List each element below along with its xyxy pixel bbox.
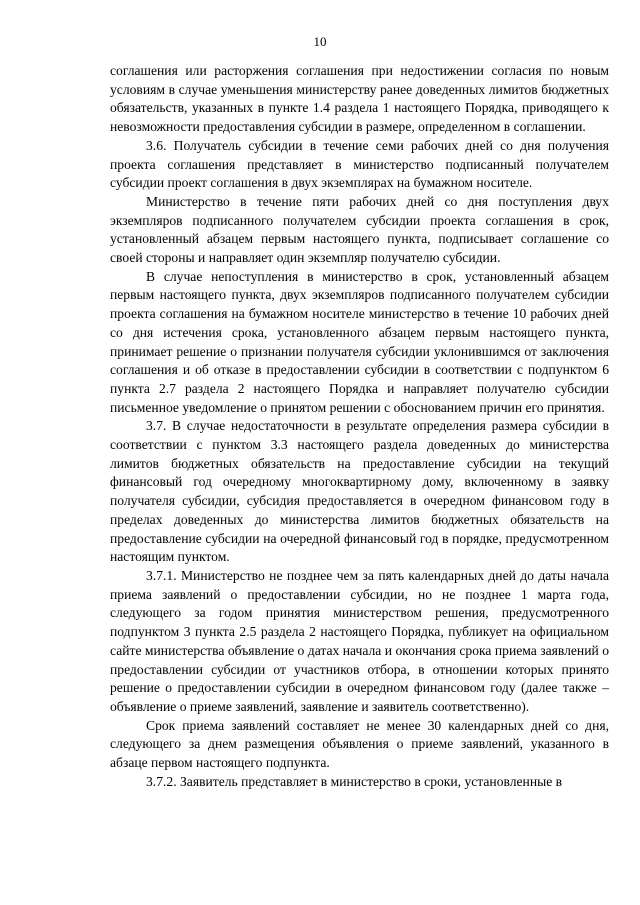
paragraph-3-7-2: 3.7.2. Заявитель представляет в министерство в сроки, установленные в xyxy=(146,773,563,789)
paragraph-ministry-signing: Министерство в течение пяти рабочих дней со дня поступления двух экземпляров подписанного получателем субсидии проекта соглашения в срок, установленный абзацем первым настоящего пункта, подписывает соглашение со своей стороны и направляет один экземпляр получателю субсидии. xyxy=(110,193,609,266)
paragraph-application-term: Срок приема заявлений составляет не менее 30 календарных дней со дня, следующего за днем размещения объявления о приеме заявлений, указанного в абзаце первом настоящего подпункта. xyxy=(110,717,609,771)
paragraph-3-7-1: 3.7.1. Министерство не позднее чем за пять календарных дней до даты начала приема заявлений о предоставлении субсидии, но не позднее 1 марта года, следующего за годом принятия министерством решения, предусмотренного подпунктом 3 пункта 2.5 раздела 2 настоящего Порядка, публикует на официальном сайте министерства объявление о датах начала и окончания срока приема заявлений о предоставлении субсидии от участников отбора, в отношении которых принято решение о предоставлении субсидии в очередном финансовом году (далее также – объявление о приеме заявлений, заявление и заявитель соответственно). xyxy=(110,567,609,714)
paragraph-3-7: 3.7. В случае недостаточности в результате определения размера субсидии в соответствии с пунктом 3.3 настоящего раздела доведенных до министерства лимитов бюджетных обязательств на предоставление субсидии на текущий финансовый год очередному многоквартирному дому, включенному в заявку получателя субсидии, субсидия предоставляется в очередном финансовом году в пределах доведенных до министерства лимитов бюджетных обязательств на предоставление субсидии на очередной финансовый год в порядке, предусмотренном настоящим пунктом. xyxy=(110,418,609,565)
paragraph-continuation: соглашения или расторжения соглашения при недостижении согласия по новым условиям в случае уменьшения министерству ранее доведенных лимитов бюджетных обязательств, указанных в пункте 1.4 раздела 1 настоящего Порядка, приводящего к невозможности предоставления субсидии в размере, определенном в соглашении. xyxy=(110,63,609,135)
document-body xyxy=(110,62,609,791)
paragraph-3-6: 3.6. Получатель субсидии в течение семи рабочих дней со дня получения проекта соглашения представляет в министерство подписанный получателем субсидии проект соглашения в двух экземплярах на бумажном носителе. xyxy=(110,137,609,191)
page-number: 10 xyxy=(313,34,327,49)
paragraph-non-receipt: В случае непоступления в министерство в срок, установленный абзацем первым настоящего пункта, двух экземпляров подписанного получателем субсидии проекта соглашения на бумажном носителе министерство в течение 10 рабочих дней со дня истечения срока, установленного абзацем первым настоящего пункта, принимает решение о признании получателя субсидии уклонившимся от заключения соглашения и об отказе в предоставлении субсидии в соответствии с подпунктом 6 пункта 2.7 раздела 2 настоящего Порядка и направляет получателю субсидии письменное уведомление о принятом решении с обоснованием причин его принятия. xyxy=(110,268,609,415)
